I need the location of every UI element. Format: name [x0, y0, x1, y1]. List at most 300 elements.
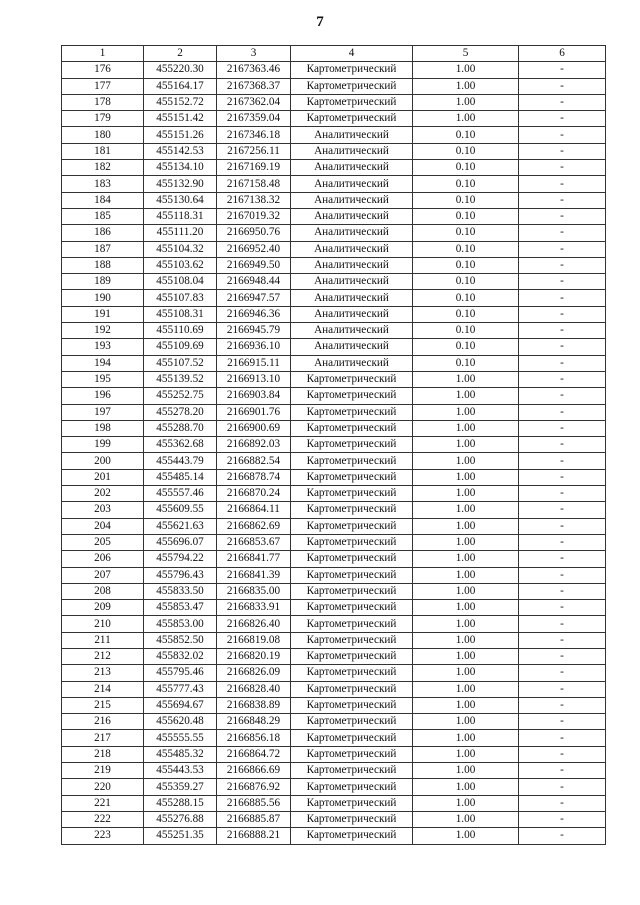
- point-number-cell: 207: [62, 567, 144, 583]
- note-cell: -: [519, 339, 606, 355]
- point-number-cell: 199: [62, 437, 144, 453]
- note-cell: -: [519, 453, 606, 469]
- table-row: [62, 795, 606, 811]
- table-row: [62, 127, 606, 143]
- point-number-cell: 216: [62, 714, 144, 730]
- y-coordinate-cell: 2166948.44: [217, 274, 291, 290]
- point-number-cell: 208: [62, 583, 144, 599]
- y-coordinate-cell: 2166856.18: [217, 730, 291, 746]
- column-header-4: 4: [291, 46, 413, 62]
- accuracy-cell: 1.00: [413, 437, 519, 453]
- point-number-cell: 176: [62, 62, 144, 78]
- note-cell: -: [519, 518, 606, 534]
- point-number-cell: 217: [62, 730, 144, 746]
- method-cell: Картометрический: [291, 437, 413, 453]
- accuracy-cell: 0.10: [413, 306, 519, 322]
- method-cell: Картометрический: [291, 111, 413, 127]
- method-cell: Аналитический: [291, 290, 413, 306]
- x-coordinate-cell: 455443.79: [144, 453, 217, 469]
- y-coordinate-cell: 2166947.57: [217, 290, 291, 306]
- method-cell: Аналитический: [291, 160, 413, 176]
- x-coordinate-cell: 455620.48: [144, 714, 217, 730]
- method-cell: Картометрический: [291, 469, 413, 485]
- method-cell: Картометрический: [291, 453, 413, 469]
- accuracy-cell: 1.00: [413, 714, 519, 730]
- table-row: [62, 371, 606, 387]
- note-cell: -: [519, 94, 606, 110]
- accuracy-cell: 0.10: [413, 274, 519, 290]
- table-row: [62, 763, 606, 779]
- accuracy-cell: 0.10: [413, 143, 519, 159]
- accuracy-cell: 1.00: [413, 94, 519, 110]
- accuracy-cell: 1.00: [413, 811, 519, 827]
- note-cell: -: [519, 567, 606, 583]
- note-cell: -: [519, 469, 606, 485]
- method-cell: Картометрический: [291, 730, 413, 746]
- table-row: [62, 681, 606, 697]
- x-coordinate-cell: 455152.72: [144, 94, 217, 110]
- table-row: [62, 486, 606, 502]
- note-cell: -: [519, 306, 606, 322]
- x-coordinate-cell: 455110.69: [144, 323, 217, 339]
- note-cell: -: [519, 192, 606, 208]
- y-coordinate-cell: 2166950.76: [217, 225, 291, 241]
- accuracy-cell: 1.00: [413, 632, 519, 648]
- x-coordinate-cell: 455485.14: [144, 469, 217, 485]
- note-cell: -: [519, 388, 606, 404]
- table-row: [62, 665, 606, 681]
- method-cell: Картометрический: [291, 518, 413, 534]
- point-number-cell: 197: [62, 404, 144, 420]
- point-number-cell: 185: [62, 208, 144, 224]
- table-row: [62, 78, 606, 94]
- y-coordinate-cell: 2166848.29: [217, 714, 291, 730]
- accuracy-cell: 0.10: [413, 176, 519, 192]
- y-coordinate-cell: 2166864.11: [217, 502, 291, 518]
- method-cell: Картометрический: [291, 697, 413, 713]
- note-cell: -: [519, 241, 606, 257]
- y-coordinate-cell: 2167346.18: [217, 127, 291, 143]
- x-coordinate-cell: 455278.20: [144, 404, 217, 420]
- y-coordinate-cell: 2166864.72: [217, 746, 291, 762]
- method-cell: Картометрический: [291, 94, 413, 110]
- x-coordinate-cell: 455288.70: [144, 420, 217, 436]
- note-cell: -: [519, 404, 606, 420]
- method-cell: Картометрический: [291, 746, 413, 762]
- x-coordinate-cell: 455107.52: [144, 355, 217, 371]
- note-cell: -: [519, 730, 606, 746]
- table-row: [62, 143, 606, 159]
- y-coordinate-cell: 2166882.54: [217, 453, 291, 469]
- x-coordinate-cell: 455557.46: [144, 486, 217, 502]
- y-coordinate-cell: 2166826.40: [217, 616, 291, 632]
- x-coordinate-cell: 455795.46: [144, 665, 217, 681]
- y-coordinate-cell: 2166841.77: [217, 551, 291, 567]
- accuracy-cell: 1.00: [413, 486, 519, 502]
- y-coordinate-cell: 2167359.04: [217, 111, 291, 127]
- accuracy-cell: 1.00: [413, 681, 519, 697]
- accuracy-cell: 1.00: [413, 371, 519, 387]
- table-row: [62, 453, 606, 469]
- x-coordinate-cell: 455853.00: [144, 616, 217, 632]
- x-coordinate-cell: 455288.15: [144, 795, 217, 811]
- accuracy-cell: 1.00: [413, 551, 519, 567]
- accuracy-cell: 1.00: [413, 534, 519, 550]
- accuracy-cell: 0.10: [413, 290, 519, 306]
- point-number-cell: 181: [62, 143, 144, 159]
- table-row: [62, 241, 606, 257]
- method-cell: Картометрический: [291, 404, 413, 420]
- y-coordinate-cell: 2166945.79: [217, 323, 291, 339]
- y-coordinate-cell: 2166892.03: [217, 437, 291, 453]
- table-row: [62, 437, 606, 453]
- point-number-cell: 196: [62, 388, 144, 404]
- method-cell: Аналитический: [291, 339, 413, 355]
- table-row: [62, 632, 606, 648]
- note-cell: -: [519, 665, 606, 681]
- point-number-cell: 200: [62, 453, 144, 469]
- method-cell: Картометрический: [291, 779, 413, 795]
- y-coordinate-cell: 2166833.91: [217, 600, 291, 616]
- y-coordinate-cell: 2166915.11: [217, 355, 291, 371]
- point-number-cell: 206: [62, 551, 144, 567]
- y-coordinate-cell: 2166838.89: [217, 697, 291, 713]
- x-coordinate-cell: 455252.75: [144, 388, 217, 404]
- point-number-cell: 188: [62, 257, 144, 273]
- x-coordinate-cell: 455555.55: [144, 730, 217, 746]
- note-cell: -: [519, 648, 606, 664]
- note-cell: -: [519, 795, 606, 811]
- x-coordinate-cell: 455134.10: [144, 160, 217, 176]
- x-coordinate-cell: 455853.47: [144, 600, 217, 616]
- column-header-6: 6: [519, 46, 606, 62]
- note-cell: -: [519, 225, 606, 241]
- accuracy-cell: 1.00: [413, 404, 519, 420]
- page-number: 7: [316, 14, 324, 30]
- accuracy-cell: 1.00: [413, 469, 519, 485]
- x-coordinate-cell: 455104.32: [144, 241, 217, 257]
- note-cell: -: [519, 127, 606, 143]
- table-row: [62, 746, 606, 762]
- note-cell: -: [519, 811, 606, 827]
- accuracy-cell: 1.00: [413, 583, 519, 599]
- point-number-cell: 195: [62, 371, 144, 387]
- accuracy-cell: 1.00: [413, 665, 519, 681]
- y-coordinate-cell: 2167363.46: [217, 62, 291, 78]
- x-coordinate-cell: 455796.43: [144, 567, 217, 583]
- table-body: [62, 62, 606, 844]
- point-number-cell: 177: [62, 78, 144, 94]
- table-row: [62, 420, 606, 436]
- point-number-cell: 222: [62, 811, 144, 827]
- note-cell: -: [519, 78, 606, 94]
- point-number-cell: 211: [62, 632, 144, 648]
- y-coordinate-cell: 2166870.24: [217, 486, 291, 502]
- accuracy-cell: 1.00: [413, 111, 519, 127]
- method-cell: Картометрический: [291, 600, 413, 616]
- point-number-cell: 221: [62, 795, 144, 811]
- accuracy-cell: 1.00: [413, 616, 519, 632]
- note-cell: -: [519, 583, 606, 599]
- table-row: [62, 192, 606, 208]
- method-cell: Картометрический: [291, 371, 413, 387]
- y-coordinate-cell: 2166866.69: [217, 763, 291, 779]
- x-coordinate-cell: 455220.30: [144, 62, 217, 78]
- table-row: [62, 323, 606, 339]
- table-row: [62, 779, 606, 795]
- x-coordinate-cell: 455852.50: [144, 632, 217, 648]
- accuracy-cell: 1.00: [413, 779, 519, 795]
- note-cell: -: [519, 779, 606, 795]
- x-coordinate-cell: 455832.02: [144, 648, 217, 664]
- point-number-cell: 189: [62, 274, 144, 290]
- table-row: [62, 600, 606, 616]
- x-coordinate-cell: 455142.53: [144, 143, 217, 159]
- table-row: [62, 697, 606, 713]
- y-coordinate-cell: 2166826.09: [217, 665, 291, 681]
- method-cell: Аналитический: [291, 192, 413, 208]
- column-header-2: 2: [144, 46, 217, 62]
- point-number-cell: 214: [62, 681, 144, 697]
- accuracy-cell: 1.00: [413, 730, 519, 746]
- y-coordinate-cell: 2167368.37: [217, 78, 291, 94]
- table-row: [62, 355, 606, 371]
- column-header-5: 5: [413, 46, 519, 62]
- x-coordinate-cell: 455103.62: [144, 257, 217, 273]
- table-row: [62, 290, 606, 306]
- note-cell: -: [519, 160, 606, 176]
- accuracy-cell: 0.10: [413, 160, 519, 176]
- y-coordinate-cell: 2166876.92: [217, 779, 291, 795]
- method-cell: Картометрический: [291, 583, 413, 599]
- note-cell: -: [519, 371, 606, 387]
- accuracy-cell: 0.10: [413, 323, 519, 339]
- y-coordinate-cell: 2166949.50: [217, 257, 291, 273]
- method-cell: Аналитический: [291, 306, 413, 322]
- x-coordinate-cell: 455132.90: [144, 176, 217, 192]
- y-coordinate-cell: 2167019.32: [217, 208, 291, 224]
- accuracy-cell: 1.00: [413, 453, 519, 469]
- point-number-cell: 178: [62, 94, 144, 110]
- accuracy-cell: 0.10: [413, 339, 519, 355]
- method-cell: Картометрический: [291, 420, 413, 436]
- table-row: [62, 518, 606, 534]
- point-number-cell: 212: [62, 648, 144, 664]
- table-row: [62, 94, 606, 110]
- table-row: [62, 551, 606, 567]
- accuracy-cell: 1.00: [413, 388, 519, 404]
- note-cell: -: [519, 111, 606, 127]
- y-coordinate-cell: 2166888.21: [217, 828, 291, 844]
- x-coordinate-cell: 455107.83: [144, 290, 217, 306]
- method-cell: Аналитический: [291, 355, 413, 371]
- x-coordinate-cell: 455164.17: [144, 78, 217, 94]
- y-coordinate-cell: 2166835.00: [217, 583, 291, 599]
- y-coordinate-cell: 2167256.11: [217, 143, 291, 159]
- point-number-cell: 192: [62, 323, 144, 339]
- table-row: [62, 648, 606, 664]
- point-number-cell: 203: [62, 502, 144, 518]
- method-cell: Картометрический: [291, 828, 413, 844]
- method-cell: Аналитический: [291, 127, 413, 143]
- point-number-cell: 182: [62, 160, 144, 176]
- method-cell: Картометрический: [291, 616, 413, 632]
- x-coordinate-cell: 455108.31: [144, 306, 217, 322]
- y-coordinate-cell: 2166952.40: [217, 241, 291, 257]
- x-coordinate-cell: 455251.35: [144, 828, 217, 844]
- method-cell: Картометрический: [291, 811, 413, 827]
- point-number-cell: 179: [62, 111, 144, 127]
- y-coordinate-cell: 2166878.74: [217, 469, 291, 485]
- point-number-cell: 193: [62, 339, 144, 355]
- accuracy-cell: 0.10: [413, 127, 519, 143]
- note-cell: -: [519, 534, 606, 550]
- point-number-cell: 191: [62, 306, 144, 322]
- accuracy-cell: 1.00: [413, 420, 519, 436]
- table-row: [62, 811, 606, 827]
- y-coordinate-cell: 2166936.10: [217, 339, 291, 355]
- note-cell: -: [519, 632, 606, 648]
- point-number-cell: 223: [62, 828, 144, 844]
- y-coordinate-cell: 2166913.10: [217, 371, 291, 387]
- point-number-cell: 201: [62, 469, 144, 485]
- point-number-cell: 186: [62, 225, 144, 241]
- table-row: [62, 339, 606, 355]
- method-cell: Картометрический: [291, 795, 413, 811]
- note-cell: -: [519, 697, 606, 713]
- x-coordinate-cell: 455443.53: [144, 763, 217, 779]
- y-coordinate-cell: 2166820.19: [217, 648, 291, 664]
- x-coordinate-cell: 455151.42: [144, 111, 217, 127]
- x-coordinate-cell: 455621.63: [144, 518, 217, 534]
- method-cell: Аналитический: [291, 323, 413, 339]
- table-row: [62, 274, 606, 290]
- header-row: [62, 46, 606, 62]
- accuracy-cell: 0.10: [413, 208, 519, 224]
- accuracy-cell: 1.00: [413, 697, 519, 713]
- accuracy-cell: 1.00: [413, 746, 519, 762]
- y-coordinate-cell: 2166841.39: [217, 567, 291, 583]
- x-coordinate-cell: 455694.67: [144, 697, 217, 713]
- note-cell: -: [519, 420, 606, 436]
- table-row: [62, 388, 606, 404]
- note-cell: -: [519, 551, 606, 567]
- method-cell: Картометрический: [291, 567, 413, 583]
- point-number-cell: 180: [62, 127, 144, 143]
- table-row: [62, 567, 606, 583]
- accuracy-cell: 1.00: [413, 763, 519, 779]
- method-cell: Аналитический: [291, 176, 413, 192]
- column-header-1: 1: [62, 46, 144, 62]
- accuracy-cell: 1.00: [413, 828, 519, 844]
- table-row: [62, 160, 606, 176]
- note-cell: -: [519, 290, 606, 306]
- accuracy-cell: 1.00: [413, 567, 519, 583]
- table-row: [62, 208, 606, 224]
- method-cell: Аналитический: [291, 274, 413, 290]
- y-coordinate-cell: 2166900.69: [217, 420, 291, 436]
- note-cell: -: [519, 616, 606, 632]
- coordinates-table: [61, 45, 606, 845]
- note-cell: -: [519, 274, 606, 290]
- method-cell: Картометрический: [291, 534, 413, 550]
- note-cell: -: [519, 714, 606, 730]
- x-coordinate-cell: 455118.31: [144, 208, 217, 224]
- x-coordinate-cell: 455609.55: [144, 502, 217, 518]
- table-row: [62, 176, 606, 192]
- point-number-cell: 184: [62, 192, 144, 208]
- y-coordinate-cell: 2166946.36: [217, 306, 291, 322]
- note-cell: -: [519, 502, 606, 518]
- point-number-cell: 198: [62, 420, 144, 436]
- point-number-cell: 194: [62, 355, 144, 371]
- table-row: [62, 828, 606, 844]
- accuracy-cell: 0.10: [413, 225, 519, 241]
- x-coordinate-cell: 455111.20: [144, 225, 217, 241]
- accuracy-cell: 1.00: [413, 795, 519, 811]
- y-coordinate-cell: 2167169.19: [217, 160, 291, 176]
- table-row: [62, 583, 606, 599]
- point-number-cell: 218: [62, 746, 144, 762]
- accuracy-cell: 1.00: [413, 62, 519, 78]
- point-number-cell: 202: [62, 486, 144, 502]
- method-cell: Картометрический: [291, 388, 413, 404]
- method-cell: Аналитический: [291, 225, 413, 241]
- table-row: [62, 257, 606, 273]
- y-coordinate-cell: 2167138.32: [217, 192, 291, 208]
- method-cell: Картометрический: [291, 62, 413, 78]
- table-row: [62, 62, 606, 78]
- x-coordinate-cell: 455109.69: [144, 339, 217, 355]
- y-coordinate-cell: 2166828.40: [217, 681, 291, 697]
- table-header: [62, 46, 606, 62]
- x-coordinate-cell: 455151.26: [144, 127, 217, 143]
- x-coordinate-cell: 455108.04: [144, 274, 217, 290]
- note-cell: -: [519, 208, 606, 224]
- point-number-cell: 210: [62, 616, 144, 632]
- x-coordinate-cell: 455362.68: [144, 437, 217, 453]
- accuracy-cell: 0.10: [413, 257, 519, 273]
- accuracy-cell: 0.10: [413, 355, 519, 371]
- point-number-cell: 209: [62, 600, 144, 616]
- x-coordinate-cell: 455130.64: [144, 192, 217, 208]
- x-coordinate-cell: 455485.32: [144, 746, 217, 762]
- table-row: [62, 404, 606, 420]
- note-cell: -: [519, 681, 606, 697]
- y-coordinate-cell: 2166819.08: [217, 632, 291, 648]
- point-number-cell: 219: [62, 763, 144, 779]
- table-row: [62, 616, 606, 632]
- x-coordinate-cell: 455359.27: [144, 779, 217, 795]
- point-number-cell: 213: [62, 665, 144, 681]
- x-coordinate-cell: 455833.50: [144, 583, 217, 599]
- note-cell: -: [519, 176, 606, 192]
- note-cell: -: [519, 746, 606, 762]
- note-cell: -: [519, 763, 606, 779]
- table-row: [62, 714, 606, 730]
- note-cell: -: [519, 143, 606, 159]
- point-number-cell: 215: [62, 697, 144, 713]
- note-cell: -: [519, 437, 606, 453]
- method-cell: Аналитический: [291, 241, 413, 257]
- method-cell: Аналитический: [291, 208, 413, 224]
- method-cell: Картометрический: [291, 714, 413, 730]
- note-cell: -: [519, 828, 606, 844]
- table-row: [62, 111, 606, 127]
- table-row: [62, 225, 606, 241]
- y-coordinate-cell: 2166853.67: [217, 534, 291, 550]
- method-cell: Картометрический: [291, 632, 413, 648]
